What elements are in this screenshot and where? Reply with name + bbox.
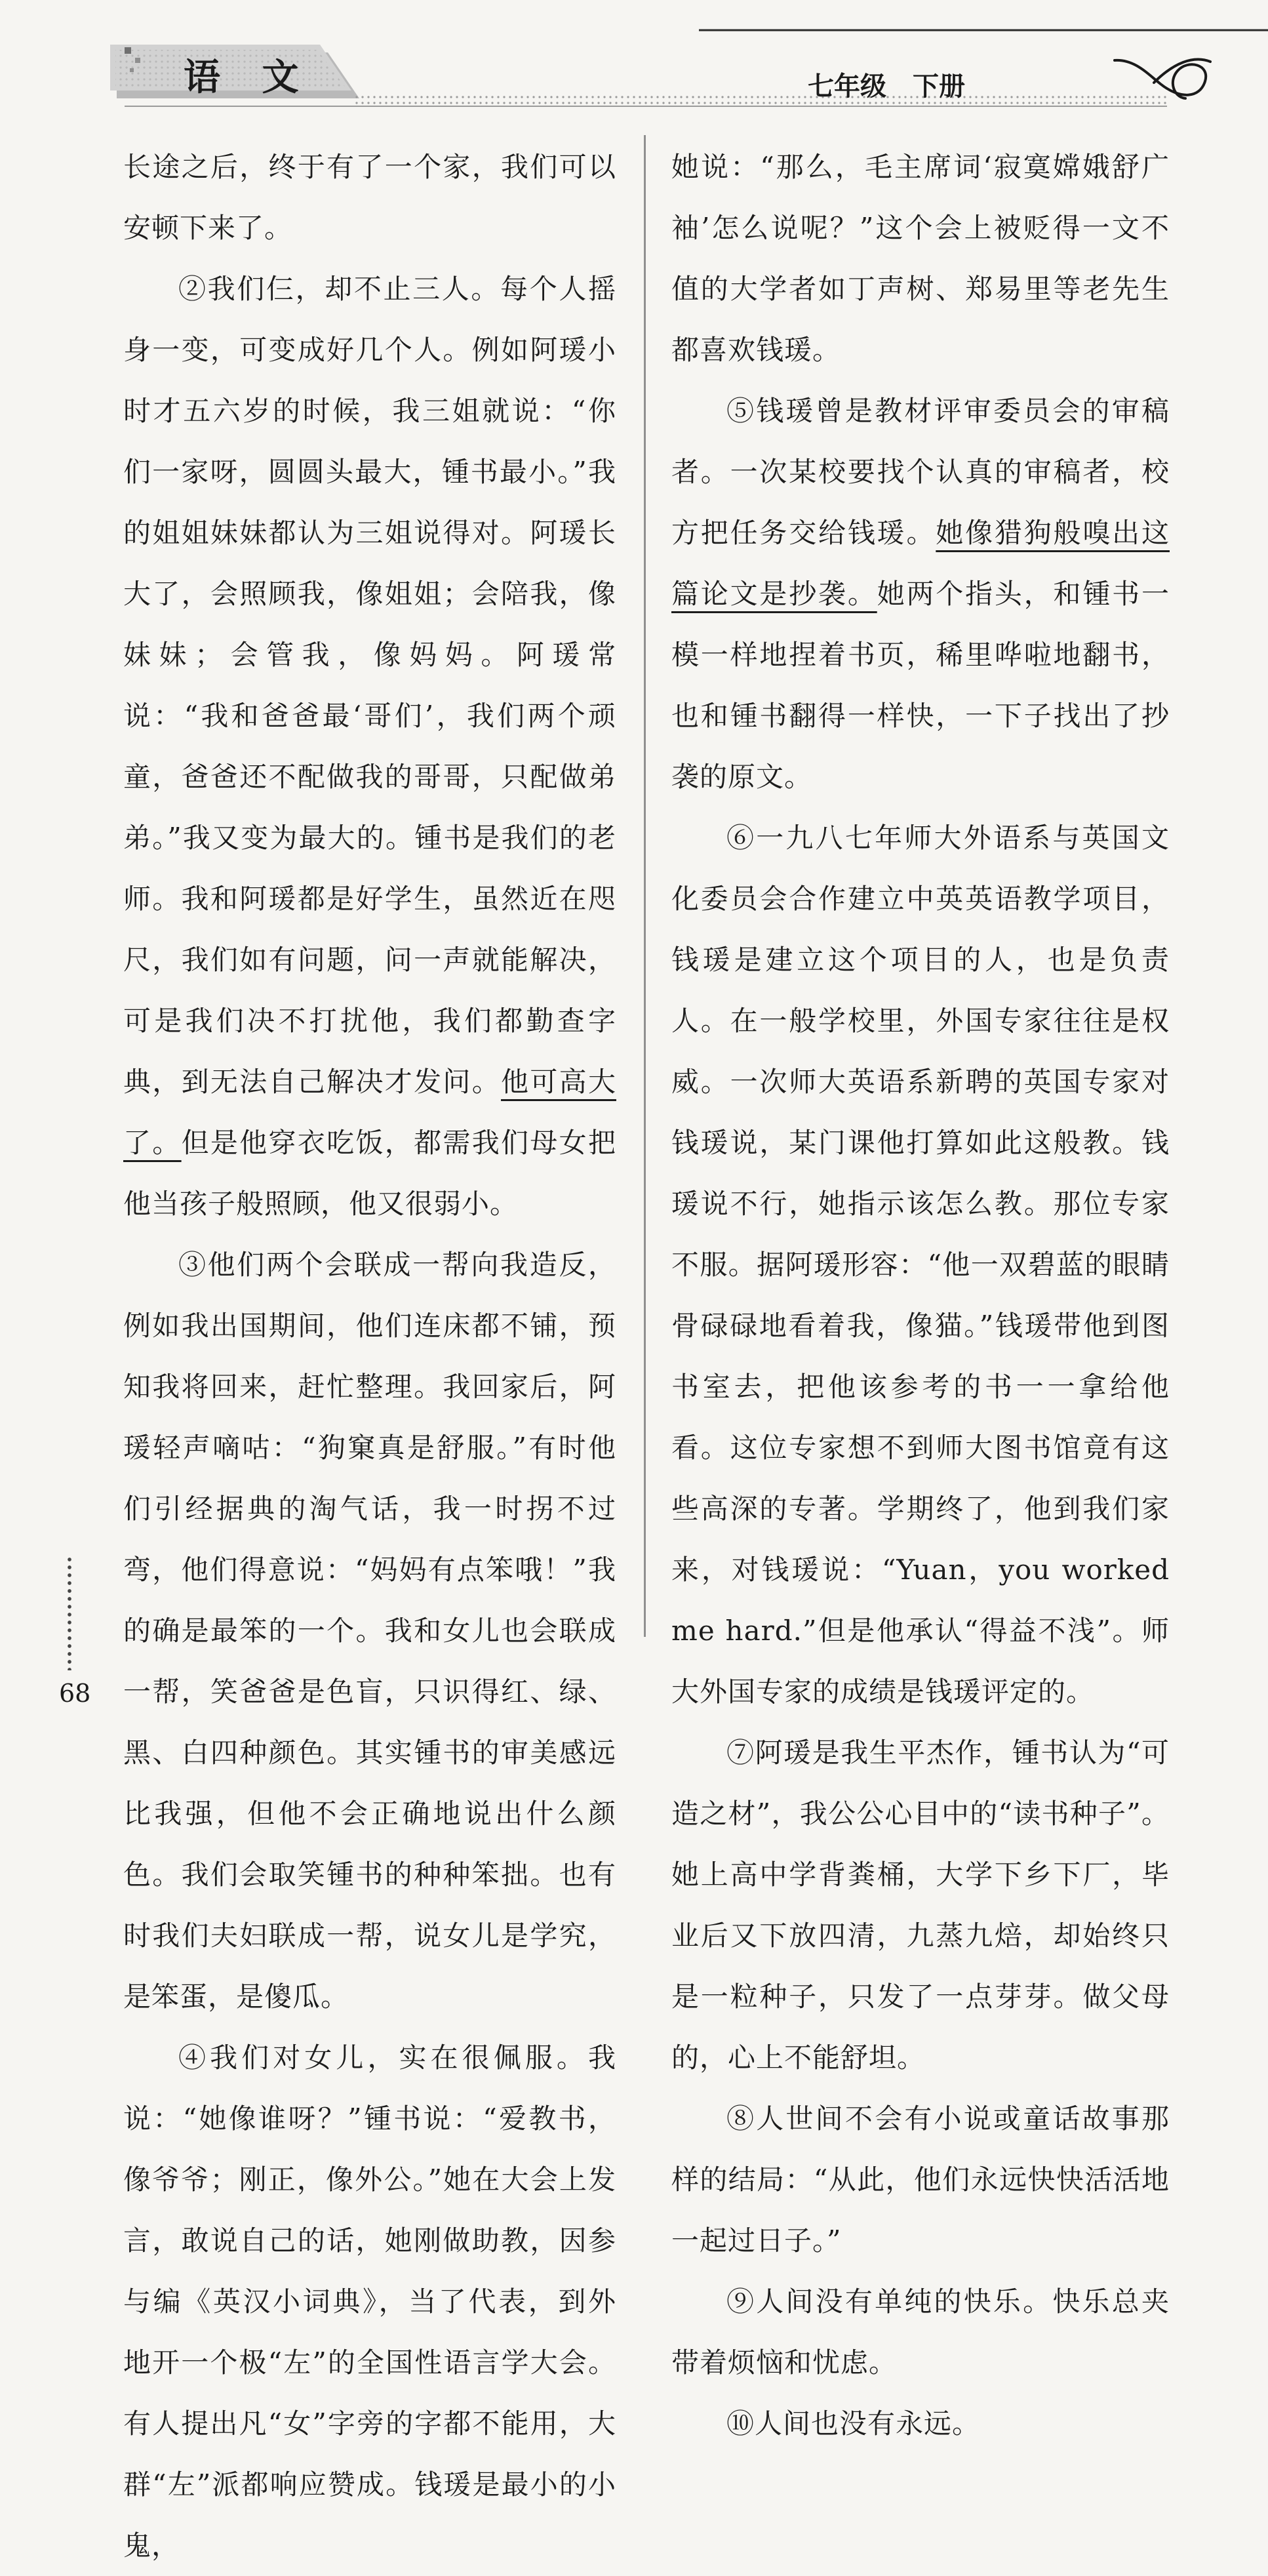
column-divider — [644, 135, 646, 1637]
swirl-ornament-icon — [1115, 60, 1210, 98]
page-number: 68 — [59, 1679, 91, 1708]
paragraph-2-tail: 但是他穿衣吃饭，都需我们母女把他当孩子般照顾，他又很弱小。 — [123, 1127, 616, 1220]
paragraph-4-continued: 她说：“那么，毛主席词‘寂寞嫦娥舒广袖’怎么说呢？”这个会上被贬得一文不值的大学者如丁声树、郑易里等老先生都喜欢钱瑗。 — [671, 151, 1170, 366]
paragraph-1: 长途之后，终于有了一个家，我们可以安顿下来了。 — [123, 151, 616, 244]
left-text-column — [123, 136, 616, 2576]
paragraph-6: ⑥一九八七年师大外语系与英国文化委员会合作建立中英英语教学项目，钱瑗是建立这个项目的人，也是负责人。在一般学校里，外国专家往往是权威。一次师大英语系新聘的英国专家对钱瑗说，某门课他打算如此这般教。钱瑗说不行，她指示该怎么教。那位专家不服。据阿瑗形容：“他一双碧蓝的眼睛骨碌碌地看着我，像猫。”钱瑗带他到图书室去，把他该参考的书一一拿给他看。这位专家想不到师大图书馆竟有这些高深的专著。学期终了，他到我们家来，对钱瑗说：“Yuan，you worked me hard.”但是他承认“得益不浅”。师大外国专家的成绩是钱瑗评定的。 — [671, 822, 1170, 1708]
paragraph-5-tail: 她两个指头，和锺书一模一样地捏着书页，稀里哗啦地翻书，也和锺书翻得一样快，一下子找出了抄袭的原文。 — [671, 578, 1170, 793]
underlined-sentence: 她像猎狗般嗅出这篇论文是抄袭。 — [671, 517, 1170, 610]
paragraph-5-text: ⑤钱瑗曾是教材评审委员会的审稿者。一次某校要找个认真的审稿者，校方把任务交给钱瑗。 — [671, 395, 1170, 549]
paragraph-7: ⑦阿瑗是我生平杰作，锺书认为“可造之材”，我公公心目中的“读书种子”。她上高中学背粪桶，大学下乡下厂，毕业后又下放四清，九蒸九焙，却始终只是一粒种子，只发了一点芽芽。做父母的，心上不能舒坦。 — [671, 1737, 1170, 2074]
paragraph-2-text: ②我们仨，却不止三人。每个人摇身一变，可变成好几个人。例如阿瑗小时才五六岁的时候，我三姐就说：“你们一家呀，圆圆头最大，锺书最小。”我的姐姐妹妹都认为三姐说得对。阿瑗长大了，会照顾我，像姐姐；会陪我，像妹妹；会管我，像妈妈。阿瑗常说：“我和爸爸最‘哥们’，我们两个顽童，爸爸还不配做我的哥哥，只配做弟弟。”我又变为最大的。锺书是我们的老师。我和阿瑗都是好学生，虽然近在咫尺，我们如有问题，问一声就能解决，可是我们决不打扰他，我们都勤查字典，到无法自己解决才发问。 — [123, 273, 616, 1098]
subject-title: 语 文 — [184, 56, 313, 99]
paragraph-5 — [671, 380, 1170, 807]
grade-label: 七年级 下册 — [808, 71, 965, 102]
underlined-sentence: 他可高大了。 — [123, 1066, 616, 1159]
paragraph-4: ④我们对女儿，实在很佩服。我说：“她像谁呀？”锺书说：“爱教书，像爷爷；刚正，像外公。”她在大会上发言，敢说自己的话，她刚做助教，因参与编《英汉小词典》，当了代表，到外地开一个极“左”的全国性语言学大会。有人提出凡“女”字旁的字都不能用，大群“左”派都响应赞成。钱瑗是最小的小鬼， — [123, 2042, 616, 2562]
paragraph-9: ⑨人间没有单纯的快乐。快乐总夹带着烦恼和忧虑。 — [671, 2285, 1170, 2379]
right-text-column — [671, 136, 1170, 2454]
paragraph-3: ③他们两个会联成一帮向我造反，例如我出国期间，他们连床都不铺，预知我将回来，赶忙整理。我回家后，阿瑗轻声嘀咕：“狗窠真是舒服。”有时他们引经据典的淘气话，我一时拐不过弯，他们得意说：“妈妈有点笨哦！”我的确是最笨的一个。我和女儿也会联成一帮，笑爸爸是色盲，只识得红、绿、黑、白四种颜色。其实锺书的审美感远比我强，但他不会正确地说出什么颜色。我们会取笑锺书的种种笨拙。也有时我们夫妇联成一帮，说女儿是学究，是笨蛋，是傻瓜。 — [123, 1249, 616, 2013]
paragraph-2 — [123, 258, 616, 1234]
page-header — [0, 0, 1268, 115]
dotted-margin-ornament — [67, 1556, 72, 1670]
paragraph-10: ⑩人间也没有永远。 — [726, 2407, 981, 2440]
paragraph-8: ⑧人世间不会有小说或童话故事那样的结局：“从此，他们永远快快活活地一起过日子。” — [671, 2103, 1170, 2257]
